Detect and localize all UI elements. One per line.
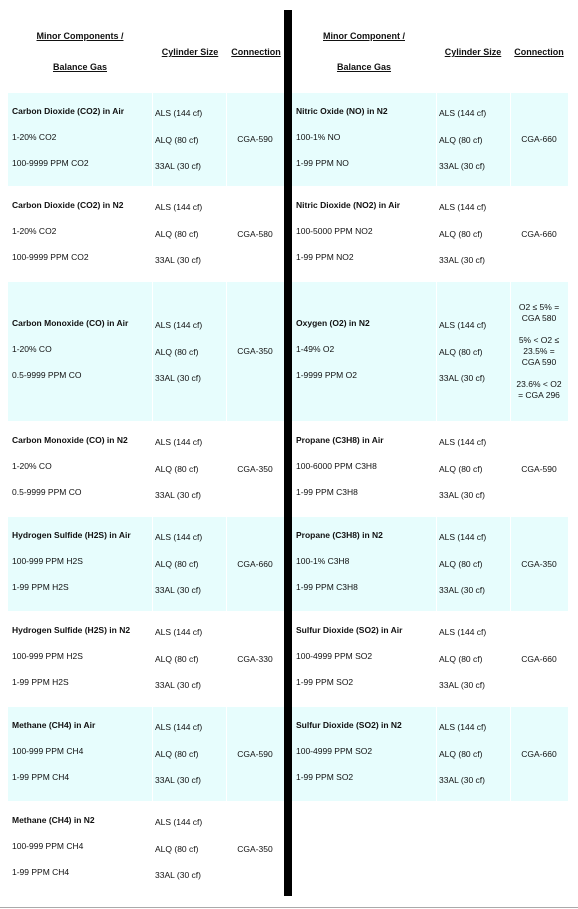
connection-line: CGA-330 (237, 654, 273, 664)
cylinder-size: ALS (144 cf) (439, 722, 487, 732)
concentration-range: 1-99 PPM CH4 (12, 772, 70, 782)
connection-value (510, 302, 568, 401)
table-row (8, 93, 284, 186)
cylinder-size: 33AL (30 cf) (155, 373, 201, 383)
connection-line: CGA-580 (237, 229, 273, 239)
cylinder-size: ALS (144 cf) (439, 202, 487, 212)
cylinder-size: 33AL (30 cf) (439, 490, 485, 500)
connection-value (226, 654, 284, 665)
column-separator (436, 93, 437, 186)
connection-line: CGA 580 (521, 313, 557, 323)
cylinder-size: ALQ (80 cf) (439, 653, 483, 664)
cylinder-size: 33AL (30 cf) (439, 680, 485, 690)
gas-mixture-title: Propane (C3H8) in N2 (296, 530, 383, 540)
concentration-range: 100-6000 PPM C3H8 (296, 461, 377, 471)
concentration-range: 1-99 PPM H2S (12, 582, 69, 592)
concentration-range: 100-1% NO (296, 132, 341, 142)
gas-mixture-title: Nitric Dioxide (NO2) in Air (296, 200, 401, 210)
concentration-range: 1-20% CO2 (12, 132, 57, 142)
header-connection: Connection (514, 47, 564, 57)
gas-mixture-title: Sulfur Dioxide (SO2) in N2 (296, 720, 402, 730)
cylinder-size: 33AL (30 cf) (155, 161, 201, 171)
cylinder-size: ALS (144 cf) (439, 532, 487, 542)
header-balance-gas: Balance Gas (336, 62, 392, 72)
cylinder-size: ALQ (80 cf) (439, 134, 483, 145)
cylinder-size: ALQ (80 cf) (155, 748, 199, 759)
cylinder-size: ALS (144 cf) (155, 108, 203, 118)
column-separator (436, 187, 437, 281)
gas-mixture-title: Propane (C3H8) in Air (296, 435, 384, 445)
connection-line (510, 324, 568, 335)
column-separator (152, 707, 153, 801)
cylinder-size: ALS (144 cf) (155, 817, 203, 827)
header-cylinder-size: Cylinder Size (161, 47, 219, 57)
connection-value (226, 134, 284, 145)
connection-line: CGA-590 (521, 464, 557, 474)
connection-value (226, 229, 284, 240)
table-row (292, 707, 568, 801)
cylinder-size: 33AL (30 cf) (439, 255, 485, 265)
connection-value (510, 749, 568, 760)
cylinder-size: ALQ (80 cf) (439, 346, 483, 357)
column-separator (152, 187, 153, 281)
cylinder-size: ALQ (80 cf) (439, 228, 483, 239)
gas-mixture-title: Hydrogen Sulfide (H2S) in N2 (12, 625, 131, 635)
concentration-range: 1-99 PPM NO2 (296, 252, 354, 262)
header-connection: Connection (231, 47, 281, 57)
cylinder-size: ALS (144 cf) (439, 627, 487, 637)
connection-value (226, 464, 284, 475)
cylinder-size: 33AL (30 cf) (155, 775, 201, 785)
connection-value (510, 559, 568, 570)
concentration-range: 100-9999 PPM CO2 (12, 158, 89, 168)
connection-value (510, 654, 568, 665)
connection-line: CGA 590 (521, 357, 557, 367)
concentration-range: 100-999 PPM H2S (12, 651, 83, 661)
connection-value (510, 229, 568, 240)
connection-line: O2 ≤ 5% = (518, 302, 560, 312)
gas-mixture-title: Carbon Dioxide (CO2) in N2 (12, 200, 124, 210)
cylinder-size: ALS (144 cf) (155, 202, 203, 212)
connection-line: CGA-350 (237, 346, 273, 356)
connection-line: 5% < O2 ≤ (518, 335, 560, 345)
cylinder-size: ALS (144 cf) (155, 320, 203, 330)
cylinder-size: ALQ (80 cf) (155, 653, 199, 664)
cylinder-size: ALS (144 cf) (439, 320, 487, 330)
connection-value (226, 749, 284, 760)
header-cylinder-size: Cylinder Size (444, 47, 502, 57)
column-divider (284, 10, 292, 896)
column-separator (152, 282, 153, 421)
cylinder-size: ALQ (80 cf) (155, 843, 199, 854)
column-separator (436, 707, 437, 801)
table-row (8, 422, 284, 516)
header-balance-gas: Balance Gas (52, 62, 108, 72)
gas-mixture-title: Nitric Oxide (NO) in N2 (296, 106, 388, 116)
table-row (292, 612, 568, 706)
connection-line: 23.5% = (523, 346, 555, 356)
gas-mixture-title: Oxygen (O2) in N2 (296, 318, 370, 328)
concentration-range: 100-999 PPM CH4 (12, 746, 84, 756)
cylinder-size: ALQ (80 cf) (439, 748, 483, 759)
connection-line: CGA-660 (237, 559, 273, 569)
connection-line: 23.6% < O2 (516, 379, 562, 389)
connection-line: = CGA 296 (518, 390, 560, 400)
connection-line (510, 368, 568, 379)
concentration-range: 0.5-9999 PPM CO (12, 370, 82, 380)
concentration-range: 100-4999 PPM SO2 (296, 651, 373, 661)
cylinder-size: ALS (144 cf) (439, 108, 487, 118)
column-separator (152, 612, 153, 706)
connection-line: CGA-660 (521, 134, 557, 144)
column-separator (152, 802, 153, 896)
gas-mixture-title: Hydrogen Sulfide (H2S) in Air (12, 530, 131, 540)
table-row (292, 187, 568, 281)
header-minor-components: Minor Components / (36, 31, 124, 41)
cylinder-size: 33AL (30 cf) (439, 161, 485, 171)
cylinder-size: ALQ (80 cf) (439, 558, 483, 569)
concentration-range: 100-4999 PPM SO2 (296, 746, 373, 756)
gas-mixture-title: Carbon Monoxide (CO) in N2 (12, 435, 128, 445)
connection-value (510, 464, 568, 475)
gas-mixture-title: Sulfur Dioxide (SO2) in Air (296, 625, 403, 635)
connection-value (510, 134, 568, 145)
cylinder-size: 33AL (30 cf) (155, 870, 201, 880)
cylinder-size: ALQ (80 cf) (155, 346, 199, 357)
concentration-range: 1-99 PPM CH4 (12, 867, 70, 877)
cylinder-size: 33AL (30 cf) (155, 255, 201, 265)
header-minor-component: Minor Component / (323, 31, 405, 41)
table-row (292, 282, 568, 421)
gas-mixture-title: Methane (CH4) in Air (12, 720, 96, 730)
concentration-range: 1-9999 PPM O2 (296, 370, 357, 380)
column-separator (152, 422, 153, 516)
concentration-range: 100-5000 PPM NO2 (296, 226, 373, 236)
table-row (8, 802, 284, 896)
concentration-range: 1-99 PPM C3H8 (296, 582, 358, 592)
connection-line: CGA-660 (521, 229, 557, 239)
cylinder-size: ALQ (80 cf) (155, 558, 199, 569)
concentration-range: 0.5-9999 PPM CO (12, 487, 82, 497)
gas-mixture-title: Carbon Dioxide (CO2) in Air (12, 106, 125, 116)
table-row (292, 517, 568, 611)
gas-mixture-title: Carbon Monoxide (CO) in Air (12, 318, 129, 328)
table-row (8, 517, 284, 611)
connection-line: CGA-660 (521, 749, 557, 759)
column-separator (436, 422, 437, 516)
concentration-range: 1-99 PPM H2S (12, 677, 69, 687)
concentration-range: 100-999 PPM CH4 (12, 841, 84, 851)
column-separator (436, 612, 437, 706)
column-separator (436, 282, 437, 421)
cylinder-size: ALQ (80 cf) (155, 228, 199, 239)
table-row (8, 282, 284, 421)
column-separator (436, 517, 437, 611)
concentration-range: 100-999 PPM H2S (12, 556, 83, 566)
cylinder-size: 33AL (30 cf) (155, 585, 201, 595)
connection-line: CGA-590 (237, 749, 273, 759)
concentration-range: 1-20% CO2 (12, 226, 57, 236)
connection-line: CGA-660 (521, 654, 557, 664)
concentration-range: 1-99 PPM C3H8 (296, 487, 358, 497)
column-separator (152, 93, 153, 186)
connection-line: CGA-590 (237, 134, 273, 144)
cylinder-size: ALS (144 cf) (155, 722, 203, 732)
table-row (292, 93, 568, 186)
cylinder-size: ALQ (80 cf) (155, 134, 199, 145)
cylinder-size: ALQ (80 cf) (155, 463, 199, 474)
connection-line: CGA-350 (237, 464, 273, 474)
table-row (8, 187, 284, 281)
concentration-range: 1-99 PPM NO (296, 158, 349, 168)
gas-mixture-title: Methane (CH4) in N2 (12, 815, 95, 825)
cylinder-size: ALS (144 cf) (439, 437, 487, 447)
cylinder-size: 33AL (30 cf) (439, 775, 485, 785)
column-separator (152, 517, 153, 611)
connection-line: CGA-350 (521, 559, 557, 569)
concentration-range: 1-20% CO (12, 461, 52, 471)
cylinder-size: 33AL (30 cf) (155, 680, 201, 690)
concentration-range: 1-99 PPM SO2 (296, 677, 354, 687)
table-row (8, 707, 284, 801)
concentration-range: 100-1% C3H8 (296, 556, 350, 566)
cylinder-size: 33AL (30 cf) (439, 373, 485, 383)
cylinder-size: ALS (144 cf) (155, 532, 203, 542)
connection-value (226, 346, 284, 357)
connection-value (226, 844, 284, 855)
concentration-range: 1-99 PPM SO2 (296, 772, 354, 782)
table-row (292, 422, 568, 516)
table-row (8, 612, 284, 706)
cylinder-size: ALQ (80 cf) (439, 463, 483, 474)
concentration-range: 100-9999 PPM CO2 (12, 252, 89, 262)
concentration-range: 1-49% O2 (296, 344, 335, 354)
connection-line: CGA-350 (237, 844, 273, 854)
cylinder-size: ALS (144 cf) (155, 627, 203, 637)
cylinder-size: ALS (144 cf) (155, 437, 203, 447)
concentration-range: 1-20% CO (12, 344, 52, 354)
cylinder-size: 33AL (30 cf) (155, 490, 201, 500)
cylinder-size: 33AL (30 cf) (439, 585, 485, 595)
connection-value (226, 559, 284, 570)
page-bottom-rule (0, 907, 578, 908)
